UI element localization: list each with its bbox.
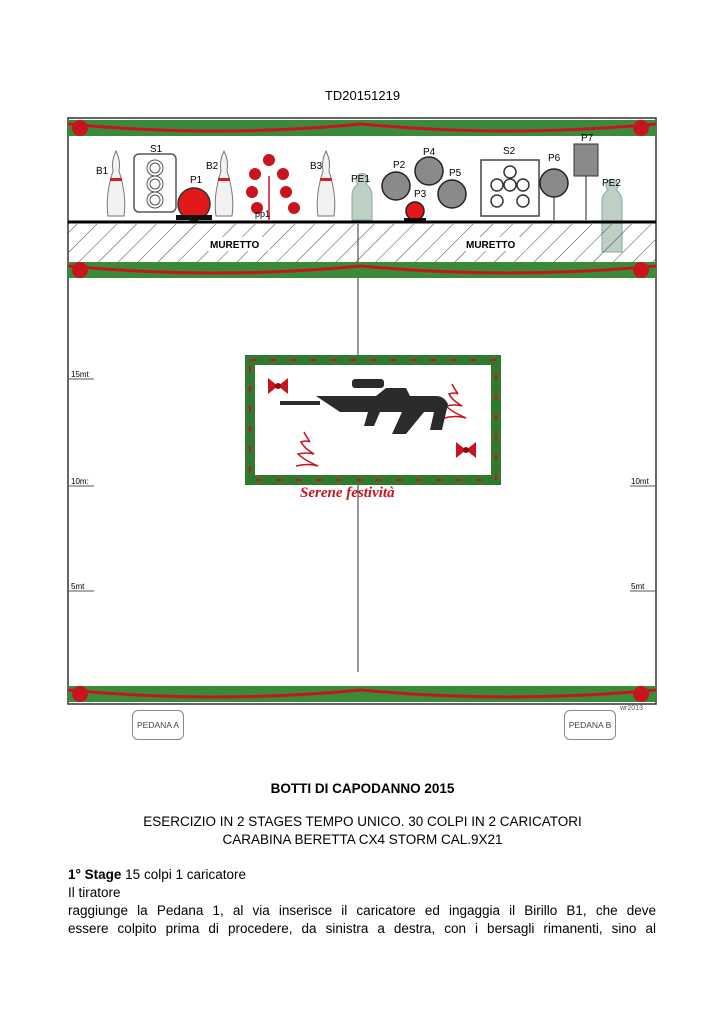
label-p5: P5 xyxy=(449,168,462,179)
stage-description: 15 colpi 1 caricatore xyxy=(121,867,246,882)
bottom-garland xyxy=(68,686,656,702)
plate-p4 xyxy=(415,157,443,185)
top-garland xyxy=(68,120,656,136)
document-code: TD20151219 xyxy=(324,88,401,103)
label-pe2: PE2 xyxy=(602,178,621,189)
stage-label: 1° Stage xyxy=(68,867,122,882)
pedana-b: PEDANA B xyxy=(564,710,616,740)
distance-5-left: 5mt xyxy=(71,582,85,591)
label-p4: P4 xyxy=(423,147,436,158)
label-pe1: PE1 xyxy=(351,174,370,185)
stage-heading xyxy=(68,866,656,884)
paragraph-line: essere colpito prima di procedere, da sinistra a destra, con i bersagli rimanenti, sino al xyxy=(68,921,656,936)
pedana-a: PEDANA A xyxy=(132,710,184,740)
paragraph-line: raggiunge la Pedana 1, al via inserisce il caricatore ed ingaggia il Birillo B1, che deve xyxy=(68,903,656,918)
distance-10-left: 10m: xyxy=(71,477,89,486)
label-p7: P7 xyxy=(581,133,594,144)
label-p6: P6 xyxy=(548,153,561,164)
label-p2: P2 xyxy=(393,160,406,171)
weapon-description: CARABINA BERETTA CX4 STORM CAL.9X21 xyxy=(222,832,503,847)
plate-p5 xyxy=(438,180,466,208)
label-p1: P1 xyxy=(190,175,203,186)
wall-label-left: MURETTO xyxy=(210,240,260,251)
target-s2 xyxy=(481,160,539,216)
label-b1: B1 xyxy=(96,166,109,177)
distance-10-right: 10mt xyxy=(631,477,649,486)
exercise-description: ESERCIZIO IN 2 STAGES TEMPO UNICO. 30 COLPI IN 2 CARICATORI xyxy=(143,814,582,829)
document-title: BOTTI DI CAPODANNO 2015 xyxy=(270,781,455,796)
middle-garland xyxy=(68,262,656,278)
wall-label-right: MURETTO xyxy=(466,240,516,251)
target-s1 xyxy=(134,154,176,212)
label-b2: B2 xyxy=(206,161,219,172)
distance-15: 15mt xyxy=(71,370,89,379)
greeting-text: Serene festività xyxy=(300,485,395,501)
tiratore-line: Il tiratore xyxy=(68,885,121,900)
label-p3: P3 xyxy=(414,189,427,200)
label-b3: B3 xyxy=(310,161,323,172)
watermark: wr2013 xyxy=(620,705,643,712)
greeting-card xyxy=(250,360,496,480)
label-s2: S2 xyxy=(503,146,516,157)
wall-muretto xyxy=(68,224,656,262)
stage-diagram xyxy=(66,116,660,706)
distance-5-right: 5mt xyxy=(631,582,645,591)
label-s1: S1 xyxy=(150,144,163,155)
plate-p2 xyxy=(382,172,410,200)
label-pp1: pp1 xyxy=(255,209,271,219)
